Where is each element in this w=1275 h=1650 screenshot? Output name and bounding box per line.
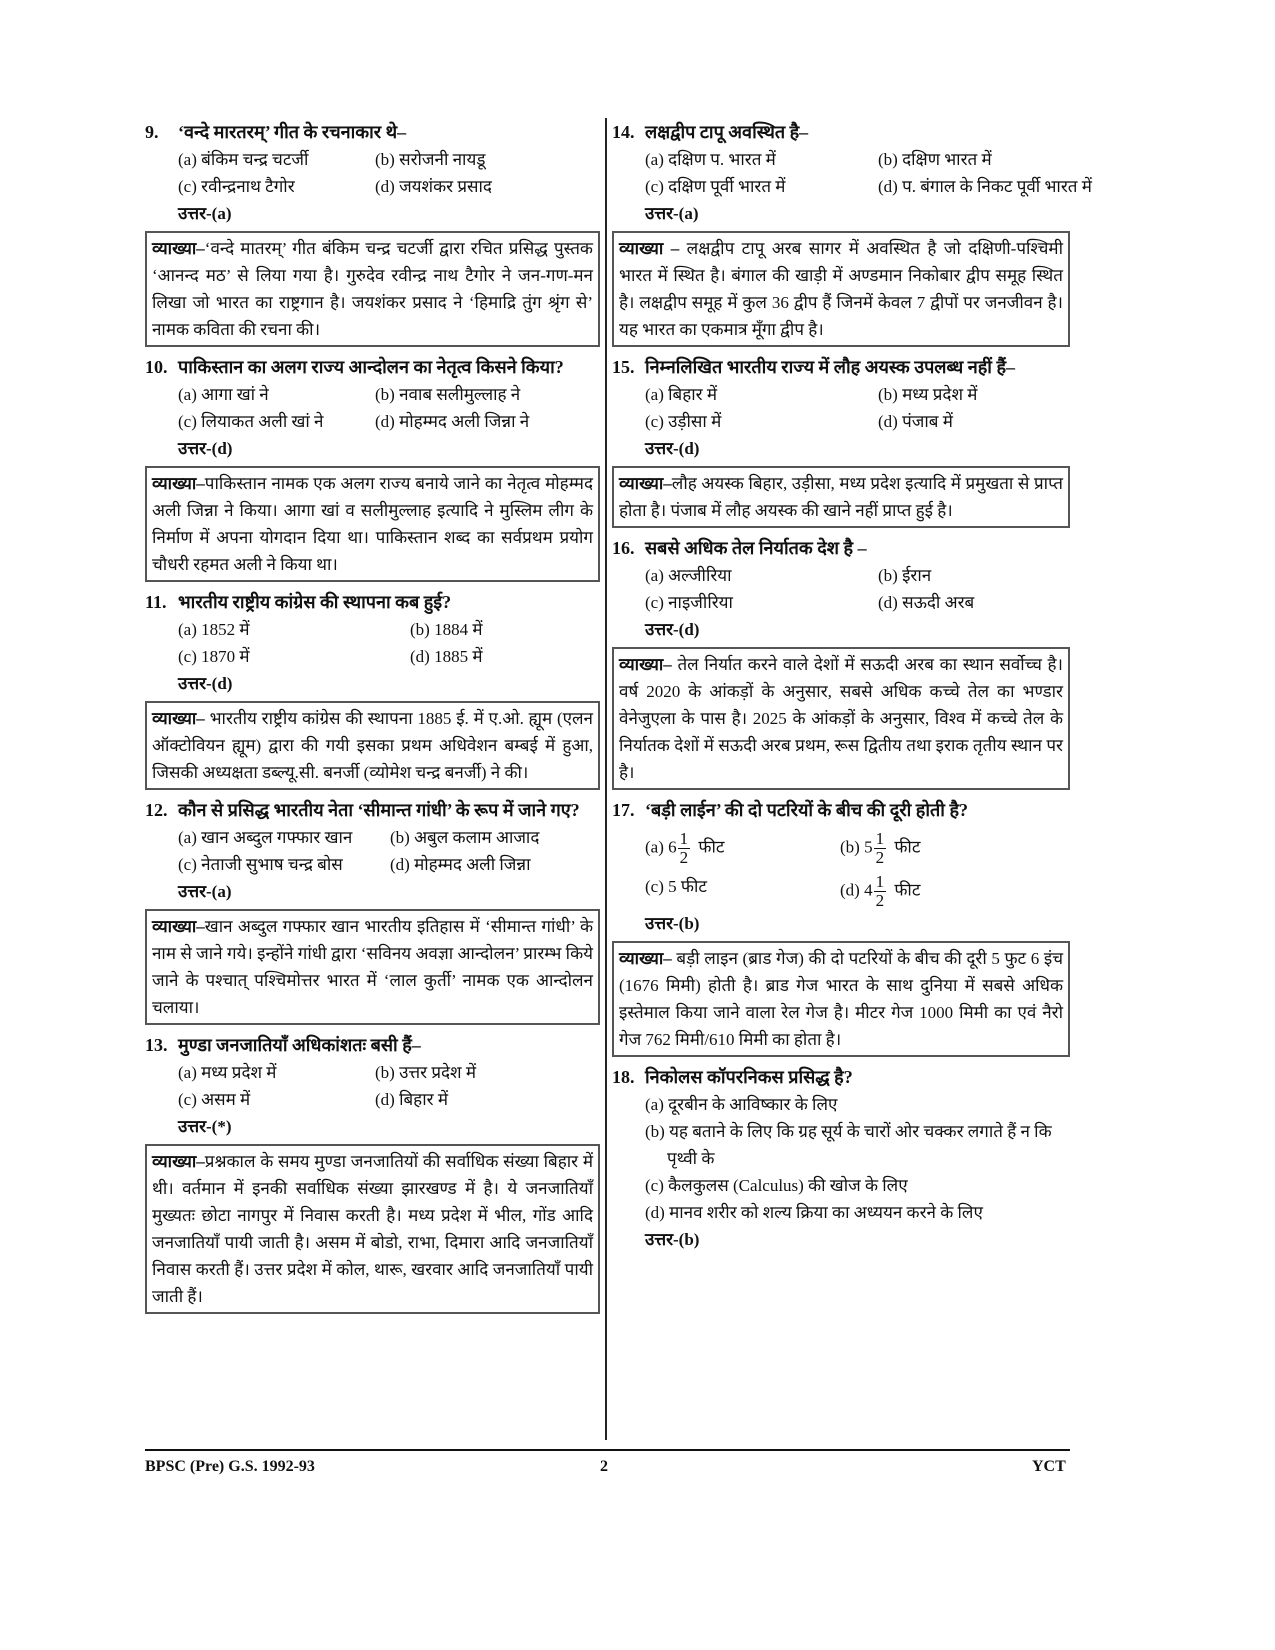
answer: उत्तर-(d) [178,674,233,693]
explanation-box [145,701,600,790]
option-d: (d) जयशंकर प्रसाद [375,177,492,196]
option-whole: 4 [864,880,873,900]
option-d [840,873,1070,910]
question-number: 17. [612,800,635,820]
explanation-text: पाकिस्तान नामक एक अलग राज्य बनाये जाने का नेतृत्व मोहम्मद अली जिन्ना ने किया। आगा खां व सलीमुल्लाह इत्यादि ने मुस्लिम लीग के निर्माण में अपना योगदान दिया था। पाकिस्तान शब्द का सर्वप्रथम प्रयोग चौधरी रहमत अली ने किया था। [152,474,593,574]
column-divider [605,118,607,1440]
explanation-label: व्याख्या– [152,474,205,493]
question-block [145,353,600,582]
fraction-denominator: 2 [679,848,689,867]
option-whole: 5 [864,837,873,857]
answer: उत्तर-(*) [178,1117,232,1136]
fraction-numerator: 1 [875,829,885,848]
explanation-label: व्याख्या– [619,474,672,493]
question-header [145,796,600,824]
option-a: (a) मध्य प्रदेश में [178,1063,277,1082]
question-header [145,588,600,616]
question-header [145,1031,600,1059]
options-list [645,824,1070,910]
explanation-label: व्याख्या– [152,709,205,728]
explanation-text: प्रश्नकाल के समय मुण्डा जनजातियों की सर्वाधिक संख्या बिहार में थी। वर्तमान में इनकी सर्वाधिक संख्या झारखण्ड में है। ये जनजातियाँ मुख्यतः छोटा नागपुर में निवास करती है। मध्य प्रदेश में भील, गोंड आदि जनजातियाँ पायी जाती है। असम में बोडो, राभा, दिमारा आदि जनजातियाँ निवास करती हैं। उत्तर प्रदेश में कोल, थारू, खरवार आदि जनजातियाँ पायी जाती हैं। [152,1152,593,1306]
fraction [874,873,887,910]
question-number: 16. [612,538,635,558]
question-block [612,118,1092,347]
fraction-denominator: 2 [875,891,885,910]
explanation-box [612,941,1070,1057]
question-text: ‘वन्दे मारतरम्’ गीत के रचनाकार थे– [178,122,407,142]
option-c: (c) दक्षिण पूर्वी भारत में [645,177,786,196]
option-a: (a) अल्जीरिया [645,566,732,585]
question-block [145,588,600,790]
question-header [612,796,1070,824]
page-number: 2 [600,1458,608,1475]
explanation-box [612,231,1070,347]
explanation-text: बड़ी लाइन (ब्राड गेज) की दो पटरियों के बीच की दूरी 5 फुट 6 इंच (1676 मिमी) होती है। ब्राड गेज भारत के साथ दुनिया में सबसे अधिक इस्तेमाल किया जाने वाला रेल गेज है। मीटर गेज 1000 मिमी का एवं नैरो गेज 762 मिमी/610 मिमी का होता है। [619,949,1063,1049]
option-c: (c) उड़ीसा में [645,412,722,431]
question-number: 14. [612,122,635,142]
question-block [145,118,600,347]
explanation-box [145,466,600,582]
options-list [178,616,600,670]
option-whole: 5 [668,877,677,896]
option-unit: फीट [680,877,707,896]
option-unit: फीट [698,837,725,857]
question-text: सबसे अधिक तेल निर्यातक देश है – [645,538,867,558]
option-label: (b) [840,837,860,857]
question-header [612,353,1070,381]
option-c: (c) लियाकत अली खां ने [178,412,324,431]
question-number: 9. [145,122,159,142]
footer-exam-name: BPSC (Pre) G.S. 1992-93 [145,1458,315,1475]
question-text: भारतीय राष्ट्रीय कांग्रेस की स्थापना कब हुई? [178,592,452,612]
option-label: (a) [645,837,664,857]
option-label: (c) [645,877,664,896]
option-label: (d) [840,880,860,900]
question-header [612,118,1070,146]
option-d: (d) बिहार में [375,1090,448,1109]
explanation-label: व्याख्या– [152,1152,205,1171]
explanation-label: व्याख्या – [619,239,680,258]
options-list [645,1091,1070,1226]
option-c: (c) 1870 में [178,647,250,666]
option-d: (d) प. बंगाल के निकट पूर्वी भारत में [878,177,1092,196]
answer: उत्तर-(b) [645,1230,700,1249]
option-c: (c) कैलकुलस (Calculus) की खोज के लिए [645,1176,908,1195]
explanation-label: व्याख्या– [152,917,205,936]
footer-rule [145,1449,1070,1451]
option-d: (d) 1885 में [410,647,483,666]
answer: उत्तर-(d) [645,620,700,639]
options-list [645,381,1070,435]
answer: उत्तर-(a) [178,882,232,901]
option-d: (d) सऊदी अरब [878,593,975,612]
question-text: पाकिस्तान का अलग राज्य आन्दोलन का नेतृत्व किसने किया? [178,357,564,377]
option-b: (b) ईरान [878,566,932,585]
question-block [612,796,1070,1057]
option-d: (d) पंजाब में [878,412,953,431]
question-text: कौन से प्रसिद्ध भारतीय नेता ‘सीमान्त गांधी’ के रूप में जाने गए? [178,800,580,820]
option-d: (d) मानव शरीर को शल्य क्रिया का अध्ययन करने के लिए [645,1203,983,1222]
option-b: (b) उत्तर प्रदेश में [375,1063,477,1082]
question-number: 11. [145,592,167,612]
option-b: (b) अबुल कलाम आजाद [390,828,540,847]
option-a: (a) दूरबीन के आविष्कार के लिए [645,1095,838,1114]
question-header [145,118,600,146]
explanation-text: तेल निर्यात करने वाले देशों में सऊदी अरब का स्थान सर्वोच्च है। वर्ष 2020 के आंकड़ों के अनुसार, सबसे अधिक कच्चे तेल का भण्डार वेनेजुएला के पास है। 2025 के आंकड़ों के अनुसार, विश्व में कच्चे तेल के निर्यातक देशों में सऊदी अरब प्रथम, रूस द्वितीय तथा इराक तृतीय स्थान पर है। [619,655,1063,782]
option-b: (b) मध्य प्रदेश में [878,385,978,404]
question-header [145,353,600,381]
explanation-box [145,909,600,1025]
options-list [178,381,600,435]
option-c: (c) नेताजी सुभाष चन्द्र बोस [178,855,343,874]
question-block [145,796,600,1025]
option-b: (b) दक्षिण भारत में [878,150,992,169]
option-c: (c) रवीन्द्रनाथ टैगोर [178,177,295,196]
option-a: (a) खान अब्दुल गफ्फार खान [178,828,353,847]
question-block [612,353,1070,528]
answer: उत्तर-(a) [645,204,699,223]
question-number: 18. [612,1067,635,1087]
option-c [645,873,840,910]
question-block [612,534,1070,790]
question-number: 15. [612,357,635,377]
option-d: (d) मोहम्मद अली जिन्ना [390,855,531,874]
question-text: निम्नलिखित भारतीय राज्य में लौह अयस्क उपलब्ध नहीं हैं– [645,357,1016,377]
option-a: (a) बिहार में [645,385,718,404]
explanation-box [612,647,1070,790]
options-list [645,146,1092,200]
option-b: (b) 1884 में [410,620,483,639]
question-text: लक्षद्वीप टापू अवस्थित है– [645,122,809,142]
option-a: (a) दक्षिण प. भारत में [645,150,776,169]
options-list [178,1059,600,1113]
fraction [874,830,887,867]
fraction-denominator: 2 [875,848,885,867]
explanation-label: व्याख्या– [152,239,205,258]
right-column [612,118,1092,1257]
question-text: मुण्डा जनजातियाँ अधिकांशतः बसी हैं– [178,1035,421,1055]
question-block [612,1063,1070,1253]
option-b: (b) सरोजनी नायडू [375,150,486,169]
option-unit: फीट [894,880,921,900]
explanation-text: लौह अयस्क बिहार, उड़ीसा, मध्य प्रदेश इत्यादि में प्रमुखता से प्राप्त होता है। पंजाब में लौह अयस्क की खाने नहीं प्राप्त हुई है। [619,474,1063,520]
option-b [840,830,1070,867]
options-list [645,562,1070,616]
explanation-label: व्याख्या– [619,655,672,674]
option-c: (c) नाइजीरिया [645,593,733,612]
option-whole: 6 [668,837,677,857]
explanation-text: भारतीय राष्ट्रीय कांग्रेस की स्थापना 1885 ई. में ए.ओ. ह्यूम (एलन ऑक्टोवियन ह्यूम) द्वारा की गयी इसका प्रथम अधिवेशन बम्बई में हुआ, जिसकी अध्यक्षता डब्ल्यू.सी. बनर्जी (व्योमेश चन्द्र बनर्जी) ने की। [152,709,593,782]
option-d: (d) मोहम्मद अली जिन्ना ने [375,412,530,431]
question-header [612,534,1070,562]
explanation-box [145,1144,600,1314]
option-b: (b) नवाब सलीमुल्लाह ने [375,385,521,404]
explanation-text: ‘वन्दे मातरम्’ गीत बंकिम चन्द्र चटर्जी द्वारा रचित प्रसिद्ध पुस्तक ‘आनन्द मठ’ से लिया गया है। गुरुदेव रवीन्द्र नाथ टैगोर ने जन-गण-मन लिखा जो भारत का राष्ट्रगान है। जयशंकर प्रसाद ने ‘हिमाद्रि तुंग श्रृंग से’ नामक कविता की रचना की। [152,239,593,339]
option-a [645,830,840,867]
answer: उत्तर-(d) [645,439,700,458]
option-c: (c) असम में [178,1090,251,1109]
fraction-numerator: 1 [875,872,885,891]
explanation-text: लक्षद्वीप टापू अरब सागर में अवस्थित है जो दक्षिणी-पश्चिमी भारत में स्थित है। बंगाल की खाड़ी में अण्डमान निकोबार द्वीप समूह स्थित है। लक्षद्वीप समूह में कुल 36 द्वीप हैं जिनमें केवल 7 द्वीपों पर जनजीवन है। यह भारत का एकमात्र मूँगा द्वीप है। [619,239,1063,339]
question-number: 13. [145,1035,168,1055]
explanation-label: व्याख्या– [619,949,672,968]
question-text: निकोलस कॉपरनिकस प्रसिद्ध है? [645,1067,853,1087]
option-a: (a) आगा खां ने [178,385,269,404]
option-a: (a) 1852 में [178,620,250,639]
explanation-box [145,231,600,347]
fraction-numerator: 1 [679,829,689,848]
options-list [178,824,600,878]
question-text: ‘बड़ी लाईन’ की दो पटरियों के बीच की दूरी होती है? [645,800,969,820]
explanation-box [612,466,1070,528]
answer: उत्तर-(d) [178,439,233,458]
question-number: 10. [145,357,168,377]
question-block [145,1031,600,1314]
question-header [612,1063,1070,1091]
fraction [678,830,691,867]
answer: उत्तर-(b) [645,914,700,933]
question-number: 12. [145,800,168,820]
explanation-text: खान अब्दुल गफ्फार खान भारतीय इतिहास में ‘सीमान्त गांधी’ के नाम से जाने गये। इन्होंने गांधी द्वारा ‘सविनय अवज्ञा आन्दोलन’ प्रारम्भ किये जाने के पश्चात् पश्चिमोत्तर भारत में ‘लाल कुर्ती’ नामक एक आन्दोलन चलाया। [152,917,593,1017]
answer: उत्तर-(a) [178,204,232,223]
options-list [178,146,600,200]
option-unit: फीट [894,837,921,857]
footer-publisher: YCT [1032,1458,1066,1475]
option-b: (b) यह बताने के लिए कि ग्रह सूर्य के चारों ओर चक्कर लगाते हैं न कि पृथ्वी के [645,1122,1052,1168]
option-a: (a) बंकिम चन्द्र चटर्जी [178,150,309,169]
left-column [145,118,600,1320]
